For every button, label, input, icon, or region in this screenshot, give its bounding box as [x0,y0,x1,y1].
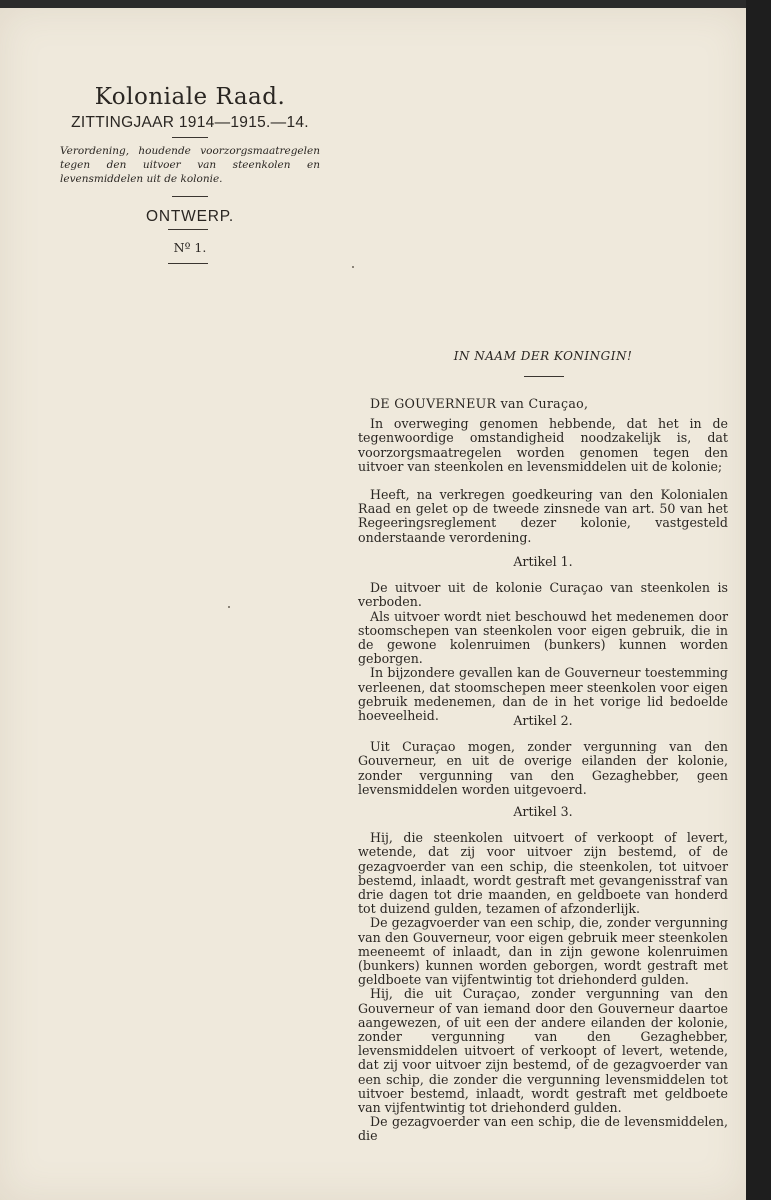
session-year: ZITTINGJAAR 1914—1915.—14. [71,114,309,131]
article-heading: Artikel 3. [513,804,573,819]
paper-speck [352,266,354,268]
article-3 [358,805,728,1144]
preamble-paragraph: In overweging genomen hebbende, dat het in de tegenwoordige omstandigheid noodzakelijk is, dat voorzorgsmaatregelen worden genomen tegen den uitvoer van steenkolen en levensmiddelen uit de kolonie; [358,416,728,474]
scan-border [746,0,771,1200]
document-number: Nº 1. [173,240,207,255]
article-paragraph: Hij, die uit Curaçao, zonder vergunning van den Gouverneur of van iemand door den Gouverneur daartoe aangewezen, of uit een der andere eilanden der kolonie, zonder vergunning van den Gezaghebber, levensmiddelen uitvoert of verkoopt of levert, wetende, dat zij voor uitvoer zijn bestemd, of de gezagvoerder van een schip, die zonder die vergunning levensmiddelen tot uitvoer bestemd, inlaadt, wordt gestraft met geldboete van vijfentwintig tot driehonderd gulden. [358,986,728,1116]
document-page [0,8,746,1200]
article-heading: Artikel 1. [513,554,573,569]
draft-label: ONTWERP. [146,208,234,225]
article-paragraph: Als uitvoer wordt niet beschouwd het medenemen door stoomschepen van steenkolen voor eigen gebruik, die in de gewone kolenruimen (bunkers) kunnen worden geborgen. [358,608,728,667]
divider [168,263,208,264]
article-paragraph: De uitvoer uit de kolonie Curaçao van steenkolen is verboden. [358,580,728,610]
article-2 [358,714,728,797]
article-paragraph: Uit Curaçao mogen, zonder vergunning van den Gouverneur, en uit de overige eilanden der kolonie, zonder vergunning van den Gezaghebber, geen levensmiddelen worden uitgevoerd. [358,739,728,797]
divider [524,376,564,377]
article-heading: Artikel 2. [513,713,573,728]
invocation [358,349,728,363]
article-paragraph: Hij, die steenkolen uitvoert of verkoopt of levert, wetende, dat zij voor uitvoer zijn bestemd, of de gezagvoerder van een schip, die steenkolen, tot uitvoer bestemd, inlaadt, wordt gestraft met gevangenisstraf van drie dagen tot drie maanden, en geldboete van honderd tot duizend gulden, tezamen of afzonderlijk. [358,830,728,917]
article-paragraph: De gezagvoerder van een schip, die, zonder vergunning van den Gouverneur, voor eigen gebruik meer steenkolen meeneemt of inlaadt, dan in zijn gewone kolenruimen (bunkers) kunnen worden geborgen, wordt gestraft met geldboete van vijfentwintig tot driehonderd gulden. [358,915,728,988]
divider [168,229,208,230]
article-paragraph: In bijzondere gevallen kan de Gouverneur toestemming verleenen, dat stoomschepen meer steenkolen voor eigen gebruik medenemen, dan de in het vorige lid bedoelde hoeveelheid. [358,665,728,724]
divider [172,137,208,138]
decree-body [358,397,728,545]
article-1 [358,555,728,723]
council-title: Koloniale Raad. [94,84,286,110]
invocation-text: IN NAAM DER KONINGIN! [453,349,633,363]
ordinance-description: Verordening, houdende voorzorgsmaatregelen tegen den uitvoer van steenkolen en levensmiddelen uit de kolonie. [60,145,320,185]
paper-speck [228,606,230,608]
article-paragraph: De gezagvoerder van een schip, die de levensmiddelen, die [358,1114,728,1144]
issuer: DE GOUVERNEUR van Curaçao, [370,396,589,411]
divider [172,196,208,197]
preamble-paragraph: Heeft, na verkregen goedkeuring van den Kolonialen Raad en gelet op de tweede zinsnede van art. 50 van het Regeeringsreglement dezer kolonie, vastgesteld onderstaande verordening. [358,487,728,545]
